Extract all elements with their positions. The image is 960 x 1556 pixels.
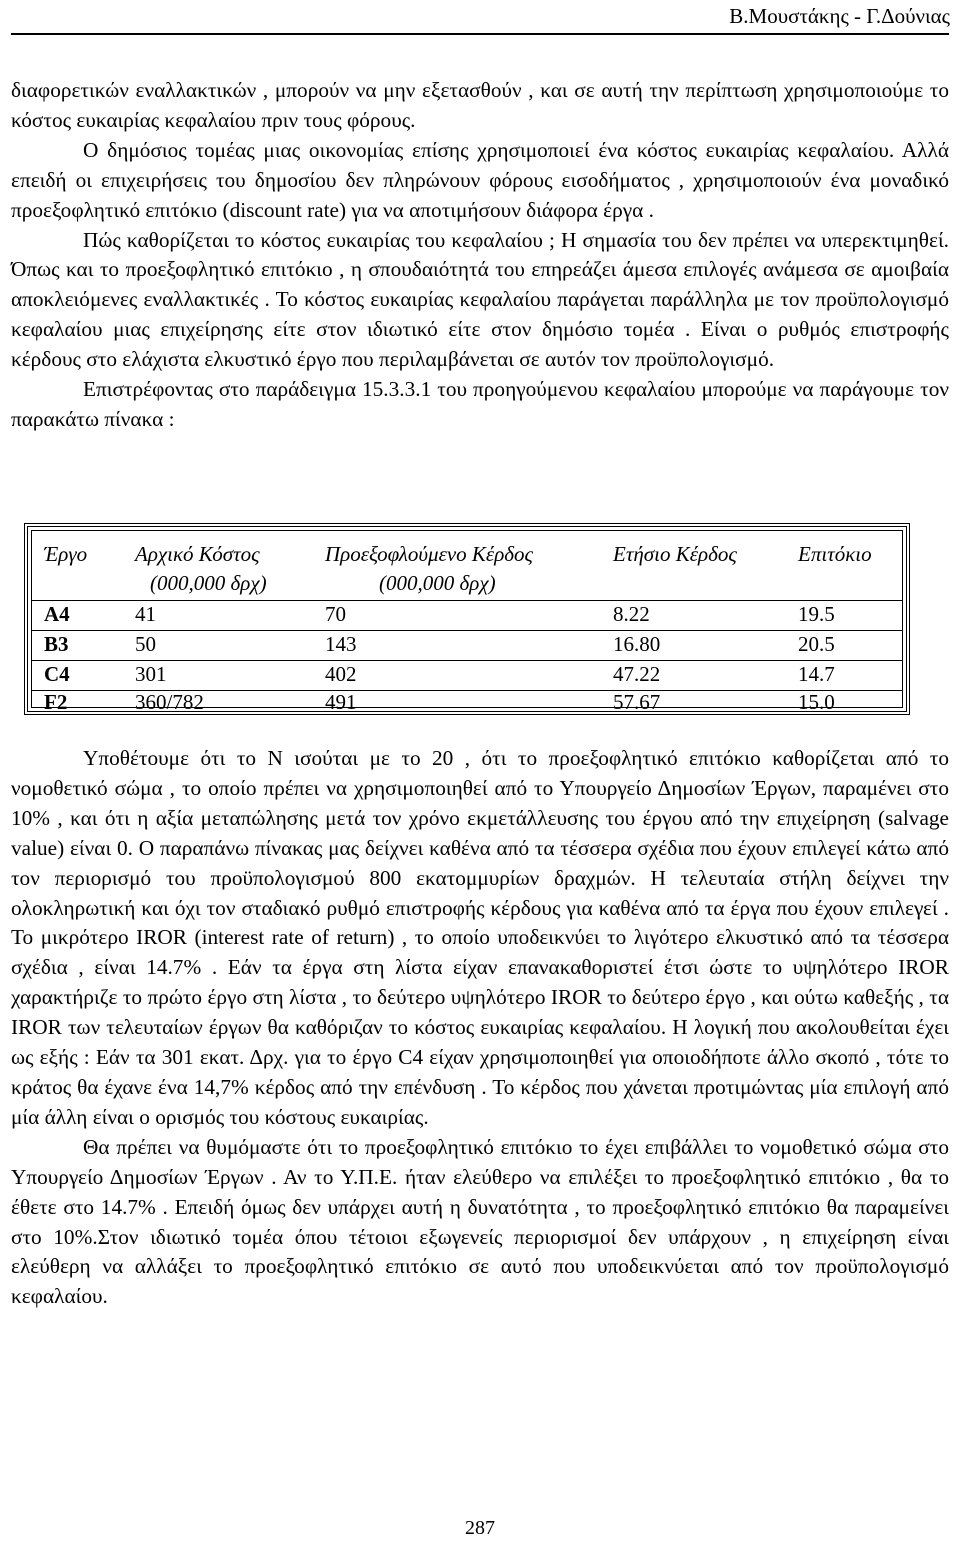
page-number: 287 [465, 1517, 495, 1539]
cell-rate: 20.5 [798, 632, 835, 656]
body-text-top [11, 76, 949, 435]
paragraph: Θα πρέπει να θυμόμαστε ότι το προεξοφλητικό επιτόκιο το έχει επιβάλλει το νομοθετικό σώμα στο Υπουργείο Δημοσίων Έργων . Αν το Υ.Π.Ε. ήταν ελεύθερο να επιλέξει το προεξοφλητικό επιτόκιο , θα το έθετε στο 14.7% . Επειδή όμως δεν υπάρχει αυτή η δυνατότητα , το προεξοφλητικό επιτόκιο θα παραμείνει στο 10%.Στον ιδιωτικό τομέα όπου τέτοιοι εξωγενείς περιορισμοί δεν υπάρχουν , η επιχείρηση είναι ελεύθερη να αλλάξει το προεξοφλητικό επιτόκιο σε αυτό που υποδεικνύεται από τον προϋπολογισμό κεφαλαίου. [11, 1134, 949, 1309]
header-discounted-profit: Προεξοφλούμενο Κέρδος (000,000 δρχ) [325, 542, 534, 595]
cell-discounted: 143 [325, 632, 357, 656]
header-divider [11, 33, 949, 35]
cell-cost: 360/782 [135, 690, 204, 714]
header-rate: Επιτόκιο [798, 542, 872, 566]
header-annual-profit: Ετήσιο Κέρδος [613, 542, 737, 566]
cell-discounted: 70 [325, 602, 346, 626]
cell-discounted: 491 [325, 690, 357, 714]
table-row-divider [32, 630, 902, 631]
cell-discounted: 402 [325, 662, 357, 686]
cell-annual: 47.22 [613, 662, 661, 686]
paragraph: Πώς καθορίζεται το κόστος ευκαιρίας του κεφαλαίου ; Η σημασία του δεν πρέπει να υπερεκτιμηθεί. Όπως και το προεξοφλητικό επιτόκιο , η σπουδαιότητά του επηρεάζει άμεσα επιλογές ανάμεσα σε αμοιβαία αποκλειόμενες εναλλακτικές . Το κόστος ευκαιρίας κεφαλαίου παράγεται παράλληλα με τον προϋπολογισμό κεφαλαίου μιας επιχείρησης είτε στον ιδιωτικό είτε στον δημόσιο τομέα . Είναι ο ρυθμός επιστροφής κέρδους στο ελάχιστα ελκυστικό έργο που περιλαμβάνεται σε αυτόν τον προϋπολογισμό. [11, 227, 949, 372]
paragraph: Επιστρέφοντας στο παράδειγμα 15.3.3.1 του προηγούμενου κεφαλαίου μπορούμε να παράγουμε τον παρακάτω πίνακα : [11, 377, 949, 431]
cell-annual: 16.80 [613, 632, 661, 656]
cell-cost: 41 [135, 602, 156, 626]
cell-project: B3 [44, 632, 69, 656]
cell-rate: 19.5 [798, 602, 835, 626]
cell-rate: 15.0 [798, 690, 835, 714]
paragraph: Υποθέτουμε ότι το Ν ισούται με το 20 , ότι το προεξοφλητικό επιτόκιο καθορίζεται από το νομοθετικό σώμα , το οποίο πρέπει να χρησιμοποιηθεί από το Υπουργείο Δημοσίων Έργων, παραμένει στο 10% , και ότι η αξία μεταπώλησης μετά τον χρόνο εκμετάλλευσης του έργου από την επιχείρηση (salvage value) είναι 0. Ο παραπάνω πίνακας μας δείχνει καθένα από τα τέσσερα σχέδια που έχουν επιλεγεί κάτω από τον περιορισμό του προϋπολογισμού 800 εκατομμυρίων δραχμών. Η τελευταία στήλη δείχνει την ολοκληρωτική και όχι τον σταδιακό ρυθμό επιστροφής κέρδους για καθένα από τα έργα που έχουν επιλεγεί . Το μικρότερο IROR (interest rate of return) , το οποίο υποδεικνύει το λιγότερο ελκυστικό από τα τέσσερα σχέδια , είναι 14.7% . Εάν τα έργα στη λίστα είχαν επανακαθοριστεί έτσι ώστε το υψηλότερο IROR χαρακτήριζε το πρώτο έργο στη λίστα , το δεύτερο υψηλότερο IROR το δεύτερο έργο , και ούτω καθεξής , τα IROR των τελευταίων έργων θα καθόριζαν το κόστος ευκαιρίας κεφαλαίου. Η λογική που ακολουθείται έχει ως εξής : Εάν τα 301 εκατ. Δρχ. για το έργο C4 είχαν χρησιμοποιηθεί για οποιοδήποτε άλλο σκοπό , τότε το κράτος θα έχανε ένα 14,7% κέρδος από την επένδυση . Το κέρδος που χάνεται προτιμώντας μία επιλογή από μία άλλη είναι ο ορισμός του κόστους ευκαιρίας. [11, 746, 949, 1129]
paragraph: Ο δημόσιος τομέας μιας οικονομίας επίσης χρησιμοποιεί ένα κόστος ευκαιρίας κεφαλαίου. Αλλά επειδή οι επιχειρήσεις του δημοσίου δεν πληρώνουν φόρους εισοδήματος , χρησιμοποιούν ένα μοναδικό προεξοφλητικό επιτόκιο (discount rate) για να αποτιμήσουν διάφορα έργα . [11, 137, 949, 222]
header-initial-cost: Αρχικό Κόστος (000,000 δρχ) [135, 542, 267, 595]
cell-project: C4 [44, 662, 70, 686]
cell-cost: 301 [135, 662, 167, 686]
header-project: Έργο [44, 542, 88, 566]
cell-annual: 8.22 [613, 602, 650, 626]
cell-project: F2 [44, 690, 68, 714]
table-row-divider [32, 600, 902, 601]
cell-rate: 14.7 [798, 662, 835, 686]
page-header-author: Β.Μουστάκης - Γ.Δούνιας [729, 4, 950, 28]
projects-table [24, 523, 910, 715]
body-text-bottom [11, 744, 949, 1312]
cell-annual: 57.67 [613, 690, 661, 714]
projects-table-inner [31, 530, 903, 714]
paragraph: διαφορετικών εναλλακτικών , μπορούν να μην εξετασθούν , και σε αυτή την περίπτωση χρησιμοποιούμε το κόστος ευκαιρίας κεφαλαίου πριν τους φόρους. [11, 78, 949, 132]
cell-project: A4 [44, 602, 70, 626]
cell-cost: 50 [135, 632, 156, 656]
